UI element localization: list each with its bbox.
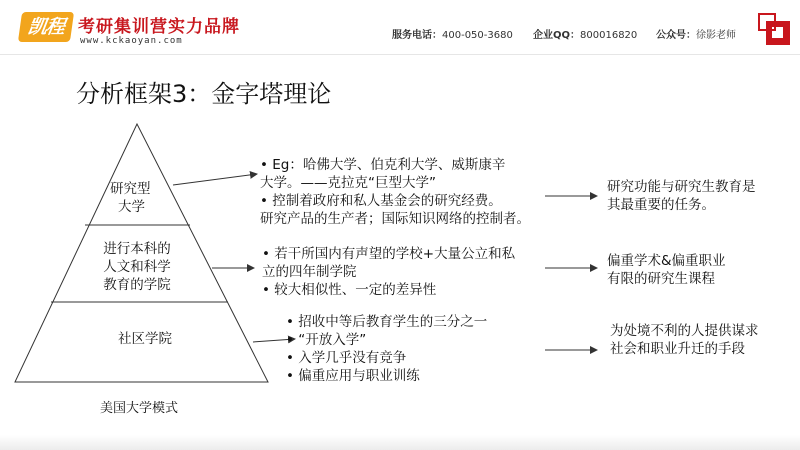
phone-value: 400-050-3680 bbox=[442, 30, 513, 41]
qq-label: 企业QQ： bbox=[533, 30, 581, 41]
tier1-outcome-line: 研究功能与研究生教育是 bbox=[607, 179, 756, 195]
tier2-label-line: 人文和科学 bbox=[103, 259, 171, 275]
tier2-outcome-line: 偏重学术&偏重职业 bbox=[607, 253, 726, 269]
tier2-label-line: 教育的学院 bbox=[103, 277, 171, 293]
tier2-label bbox=[92, 240, 182, 294]
tier1-bullet-list bbox=[260, 156, 530, 228]
wechat-value: 徐影老师 bbox=[696, 30, 736, 41]
tier3-outcome-line: 为处境不利的人提供谋求 bbox=[610, 323, 759, 339]
tier2-bullet: • 较大相似性、一定的差异性 bbox=[262, 282, 437, 298]
tier1-outcome-line: 其最重要的任务。 bbox=[607, 197, 715, 213]
tier1-bullet: • Eg：哈佛大学、伯克利大学、威斯康辛 bbox=[260, 157, 506, 173]
tier1-outcome bbox=[607, 178, 756, 214]
tier1-bullet: • 控制着政府和私人基金会的研究经费。 bbox=[260, 193, 502, 209]
wechat-label: 公众号： bbox=[656, 30, 696, 41]
slide-title: 分析框架3：金字塔理论 bbox=[76, 80, 332, 108]
tier2-outcome bbox=[607, 252, 726, 288]
tier2-bullet-list bbox=[262, 245, 515, 299]
tier3-bullet: • 入学几乎没有竞争 bbox=[286, 350, 407, 366]
tier1-label bbox=[110, 180, 166, 216]
phone-label: 服务电话： bbox=[392, 30, 442, 41]
tier3-bullet: • 招收中等后教育学生的三分之一 bbox=[286, 314, 488, 330]
arrow-tier1-bullets bbox=[173, 174, 257, 185]
tier2-outcome-line: 有限的研究生课程 bbox=[607, 271, 715, 287]
tier3-outcome bbox=[610, 322, 759, 358]
tier2-label-line: 进行本科的 bbox=[103, 241, 171, 257]
tier3-bullet: • “开放入学” bbox=[286, 332, 367, 348]
tier1-label-line: 研究型 bbox=[110, 181, 151, 197]
tier3-outcome-line: 社会和职业升迁的手段 bbox=[610, 341, 745, 357]
tier3-bullet: • 偏重应用与职业训练 bbox=[286, 368, 420, 384]
tier2-bullet: • 若干所国内有声望的学校+大量公立和私 bbox=[262, 246, 516, 262]
tier1-bullet: 大学。——克拉克“巨型大学” bbox=[260, 175, 436, 191]
tier3-label-line: 社区学院 bbox=[118, 331, 172, 347]
brand-slogan: 考研集训营实力品牌 bbox=[78, 17, 240, 37]
tier1-bullet: 研究产品的生产者；国际知识网络的控制者。 bbox=[260, 211, 530, 227]
brand-url: www.kckaoyan.com bbox=[80, 36, 183, 46]
tier1-label-line: 大学 bbox=[118, 199, 145, 215]
qq-value: 800016820 bbox=[580, 30, 638, 41]
tier3-bullet-list bbox=[286, 313, 487, 385]
diagram-caption: 美国大学模式 bbox=[100, 401, 179, 416]
brand-logo: 凯程 bbox=[18, 12, 74, 42]
footer-band bbox=[0, 435, 800, 450]
tier2-bullet: 立的四年制学院 bbox=[262, 264, 357, 280]
tier3-label bbox=[100, 330, 190, 348]
